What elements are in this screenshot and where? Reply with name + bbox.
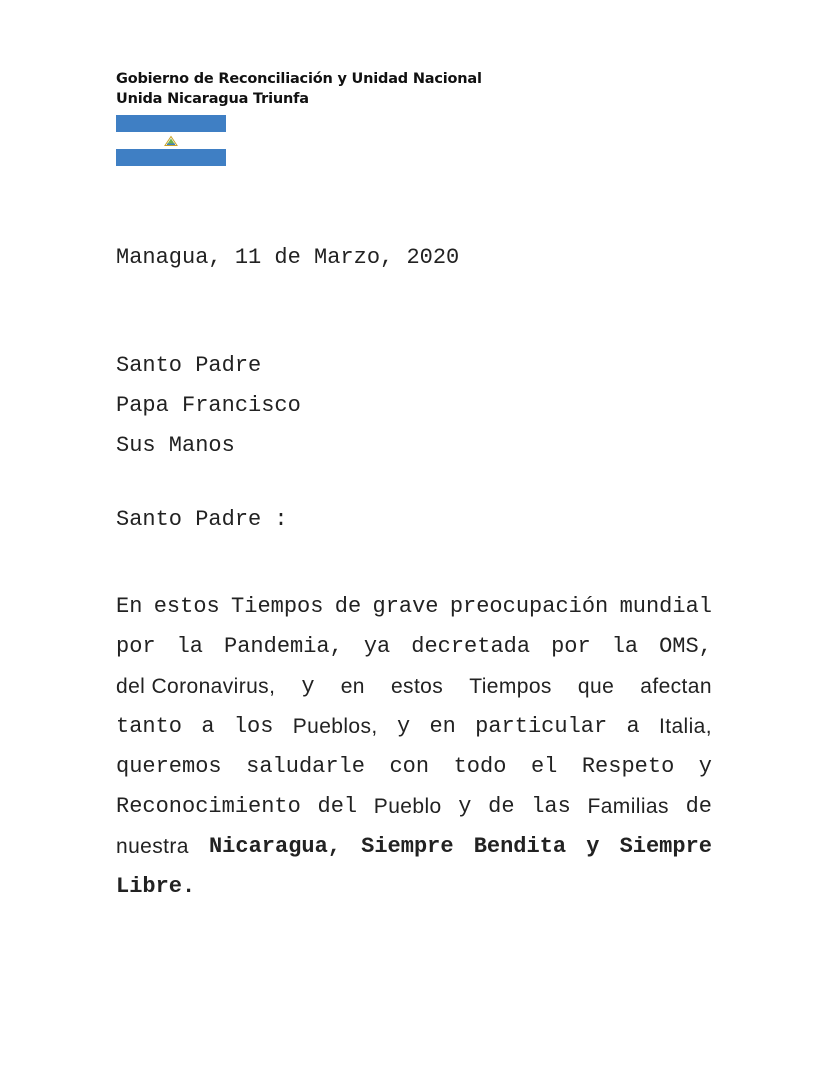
body-word: y [458, 794, 472, 819]
government-name: Gobierno de Reconciliación y Unidad Nacional [116, 71, 482, 87]
body-word: saludarle [246, 754, 365, 779]
flag-bottom-band [116, 149, 226, 166]
body-word: Pueblos, [292, 715, 378, 738]
letter-body [116, 587, 712, 907]
body-word: Familias [587, 795, 669, 818]
body-word: la [176, 634, 204, 659]
government-slogan: Unida Nicaragua Triunfa [116, 91, 309, 107]
body-line [116, 587, 712, 627]
body-word: a [626, 714, 640, 739]
body-word: preocupación [449, 594, 609, 619]
nicaragua-flag [116, 115, 226, 166]
body-word: todo [453, 754, 507, 779]
body-word: ya [363, 634, 391, 659]
body-word: a [201, 714, 215, 739]
body-line [116, 747, 712, 787]
body-word: con [389, 754, 430, 779]
emphasis-word: Siempre [361, 834, 454, 859]
body-word: en [429, 714, 456, 739]
body-word: Reconocimiento [116, 794, 301, 819]
body-line [116, 627, 712, 667]
salutation: Santo Padre : [116, 507, 288, 532]
body-word: decretada [411, 634, 531, 659]
emphasis-word: Siempre [619, 834, 712, 859]
body-word: del [317, 794, 358, 819]
body-word: OMS, [659, 634, 712, 659]
body-word: Italia, [658, 715, 712, 738]
body-word: nuestra [116, 835, 189, 858]
emphasis-word: Nicaragua, [208, 834, 342, 859]
body-line [116, 867, 712, 907]
body-word: Tiempos [231, 594, 324, 619]
body-word: la [611, 634, 639, 659]
body-word: En [116, 594, 143, 619]
letter-date: Managua, 11 de Marzo, 2020 [116, 245, 460, 270]
body-word: las [531, 794, 571, 819]
body-word: los [233, 714, 274, 739]
body-word: queremos [116, 754, 222, 779]
emphasis-word: Bendita [473, 834, 567, 859]
body-word: de [685, 794, 712, 819]
emphasis-word: y [586, 834, 600, 859]
flag-top-band [116, 115, 226, 132]
letterhead [116, 69, 482, 109]
body-word: en [340, 675, 365, 698]
emphasis-word: Libre. [116, 874, 196, 899]
addressee-line: Papa Francisco [116, 393, 301, 418]
flag-middle-band [116, 132, 226, 149]
body-word: tanto [116, 714, 183, 739]
body-word: estos [390, 675, 444, 698]
body-line [116, 787, 712, 827]
body-word: Respeto [581, 754, 675, 779]
body-word: que [577, 675, 615, 698]
body-word: de [334, 594, 362, 619]
body-word: particular [475, 714, 608, 739]
body-line [116, 827, 712, 867]
body-word: y [301, 674, 315, 699]
body-word: y [698, 754, 712, 779]
body-line [116, 667, 712, 707]
body-word: del Coronavirus, [116, 675, 276, 698]
coat-of-arms-icon [164, 135, 178, 146]
body-word: mundial [619, 594, 712, 619]
body-word: el [530, 754, 558, 779]
body-word: Pueblo [373, 795, 442, 818]
addressee-line: Sus Manos [116, 433, 235, 458]
body-word: Pandemia, [224, 634, 343, 659]
addressee-block [116, 346, 301, 466]
body-word: por [116, 634, 156, 659]
body-line [116, 707, 712, 747]
body-word: estos [153, 594, 220, 619]
addressee-line: Santo Padre [116, 353, 262, 378]
body-word: afectan [640, 675, 712, 698]
body-word: por [551, 634, 591, 659]
body-word: grave [372, 594, 439, 619]
body-word: Tiempos [469, 675, 552, 698]
body-word: y [396, 714, 411, 739]
body-word: de [488, 794, 515, 819]
